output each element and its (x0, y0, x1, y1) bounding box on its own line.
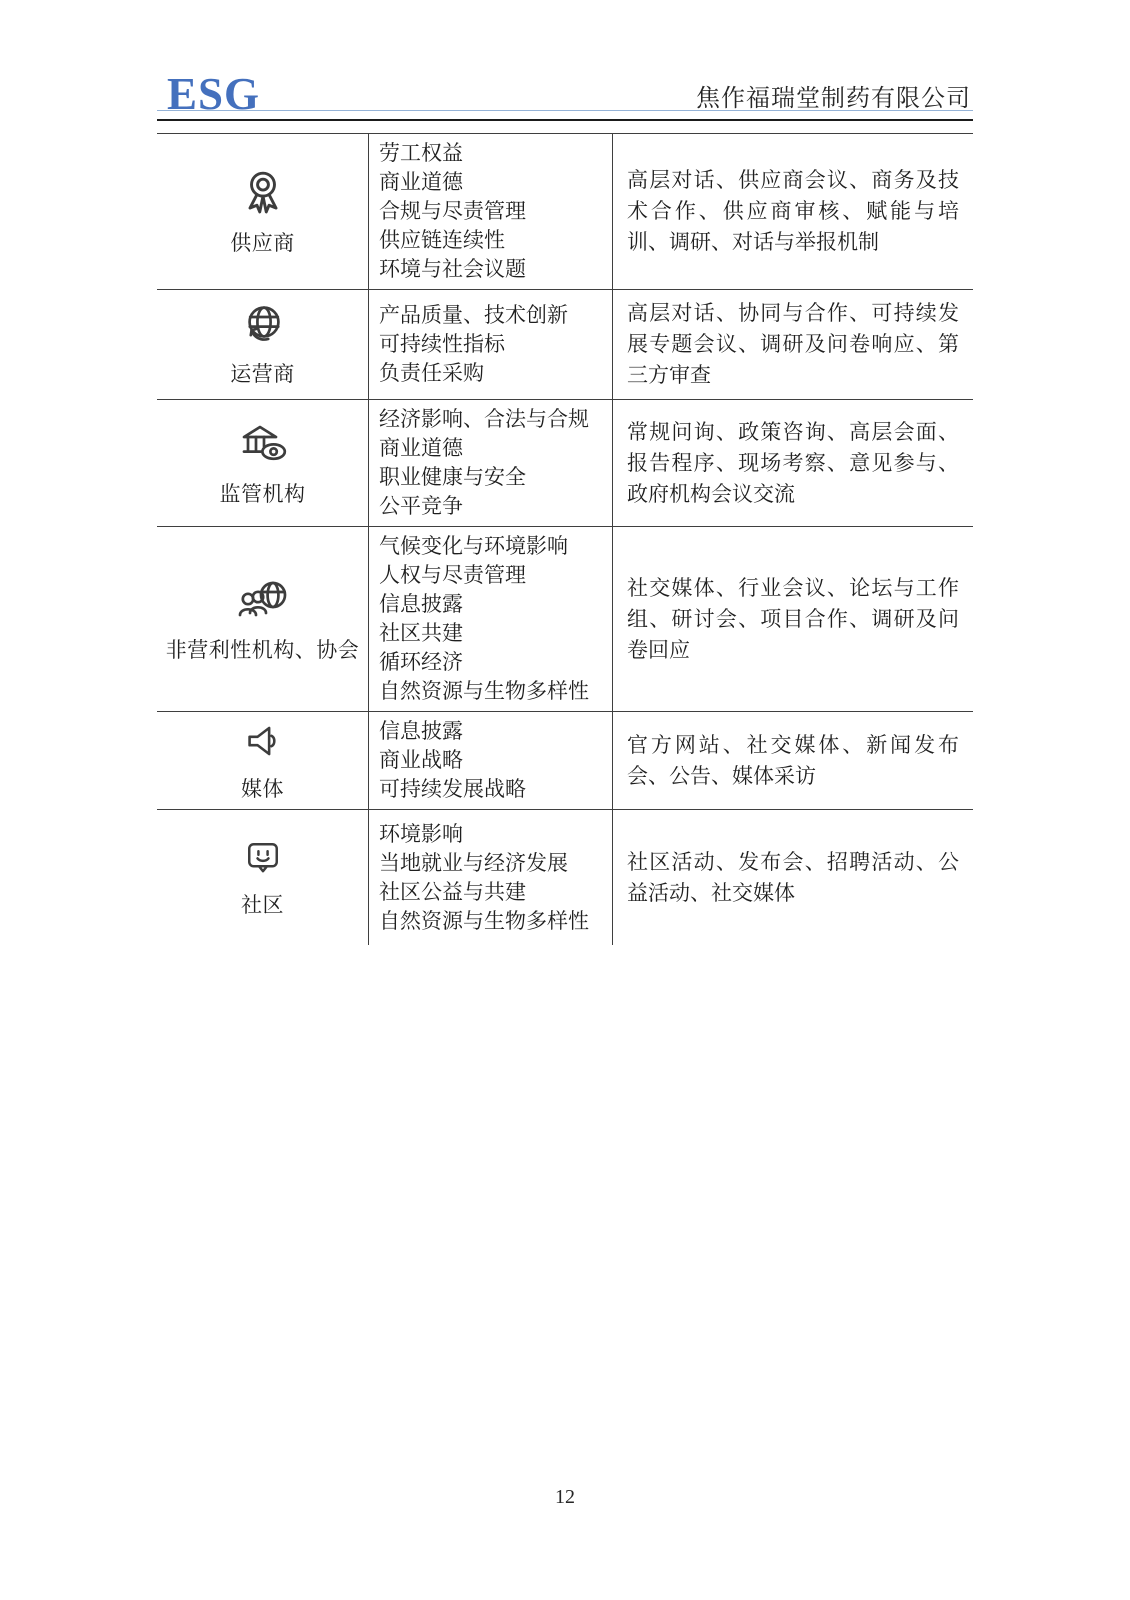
communication-cell (612, 527, 973, 711)
topic-item: 信息披露 (379, 592, 463, 616)
communication-cell (612, 290, 973, 399)
table-row-regulator (157, 399, 973, 526)
topics-cell (368, 810, 612, 945)
communication-cell (612, 810, 973, 945)
topic-item: 公平竞争 (379, 494, 463, 518)
topic-item: 商业战略 (379, 748, 463, 772)
topic-item: 职业健康与安全 (379, 465, 526, 489)
communication-text: 高层对话、供应商会议、商务及技术合作、供应商审核、赋能与培训、调研、对话与举报机制 (627, 168, 959, 254)
smiley-bubble-icon (241, 836, 285, 880)
topic-item: 当地就业与经济发展 (379, 850, 568, 875)
stakeholder-cell (157, 290, 368, 399)
company-name: 焦作福瑞堂制药有限公司 (696, 86, 971, 112)
bank-eye-icon (235, 419, 291, 469)
stakeholder-cell (157, 712, 368, 809)
stakeholder-label: 运营商 (230, 362, 295, 386)
topic-item: 经济影响、合法与合规 (379, 407, 589, 431)
stakeholder-cell (157, 134, 368, 289)
topic-item: 自然资源与生物多样性 (379, 908, 589, 933)
communication-text: 常规问询、政策咨询、高层会面、报告程序、现场考察、意见参与、政府机构会议交流 (627, 419, 959, 506)
table-row-nonprofit (157, 526, 973, 711)
topic-item: 可持续发展战略 (379, 777, 526, 801)
stakeholder-cell (157, 527, 368, 711)
topic-item: 气候变化与环境影响 (379, 534, 568, 558)
topic-item: 环境与社会议题 (379, 257, 526, 281)
topic-item: 可持续性指标 (379, 332, 505, 356)
header-rule (157, 119, 973, 121)
topics-cell (368, 712, 612, 809)
communication-text: 社区活动、发布会、招聘活动、公益活动、社交媒体 (627, 849, 959, 905)
stakeholder-label: 供应商 (230, 231, 295, 255)
topics-cell (368, 400, 612, 526)
communication-text: 社交媒体、行业会议、论坛与工作组、研讨会、项目合作、调研及问卷回应 (627, 575, 959, 662)
topic-item: 供应链连续性 (379, 228, 505, 252)
topic-item: 产品质量、技术创新 (379, 303, 568, 327)
topic-item: 信息披露 (379, 719, 463, 743)
topic-item: 循环经济 (379, 650, 463, 674)
topic-item: 社区公益与共建 (379, 879, 526, 904)
topic-item: 劳工权益 (379, 141, 463, 165)
stakeholder-label: 媒体 (241, 777, 284, 801)
stakeholder-label: 监管机构 (219, 481, 306, 506)
topic-item: 人权与尽责管理 (379, 563, 526, 587)
topic-item: 社区共建 (379, 621, 463, 645)
stakeholder-label: 非营利性机构、协会 (165, 637, 360, 662)
communication-cell (612, 134, 973, 289)
medal-icon (237, 166, 289, 218)
topic-item: 商业道德 (379, 170, 463, 194)
topic-item: 商业道德 (379, 436, 463, 460)
topic-item: 自然资源与生物多样性 (379, 679, 589, 703)
stakeholder-cell (157, 810, 368, 945)
communication-cell (612, 400, 973, 526)
topics-cell (368, 290, 612, 399)
globe-arrow-icon (239, 301, 287, 349)
topic-item: 合规与尽责管理 (379, 199, 526, 223)
table-row-media (157, 711, 973, 809)
communication-cell (612, 712, 973, 809)
table-row-operator (157, 289, 973, 399)
page-header (157, 0, 973, 121)
communication-text: 官方网站、社交媒体、新闻发布会、公告、媒体采访 (627, 732, 959, 788)
stakeholder-table (157, 133, 973, 945)
speaker-icon (240, 718, 286, 764)
table-row-supplier (157, 133, 973, 289)
topics-cell (368, 134, 612, 289)
stakeholder-label: 社区 (241, 893, 284, 917)
table-row-community (157, 809, 973, 945)
people-globe-icon (234, 575, 292, 625)
stakeholder-cell (157, 400, 368, 526)
topics-cell (368, 527, 612, 711)
topic-item: 环境影响 (379, 821, 463, 846)
page-number: 12 (555, 1486, 575, 1508)
communication-text: 高层对话、协同与合作、可持续发展专题会议、调研及问卷响应、第三方审查 (627, 301, 959, 387)
esg-logo: ESG (167, 69, 261, 119)
topic-item: 负责任采购 (379, 361, 484, 385)
